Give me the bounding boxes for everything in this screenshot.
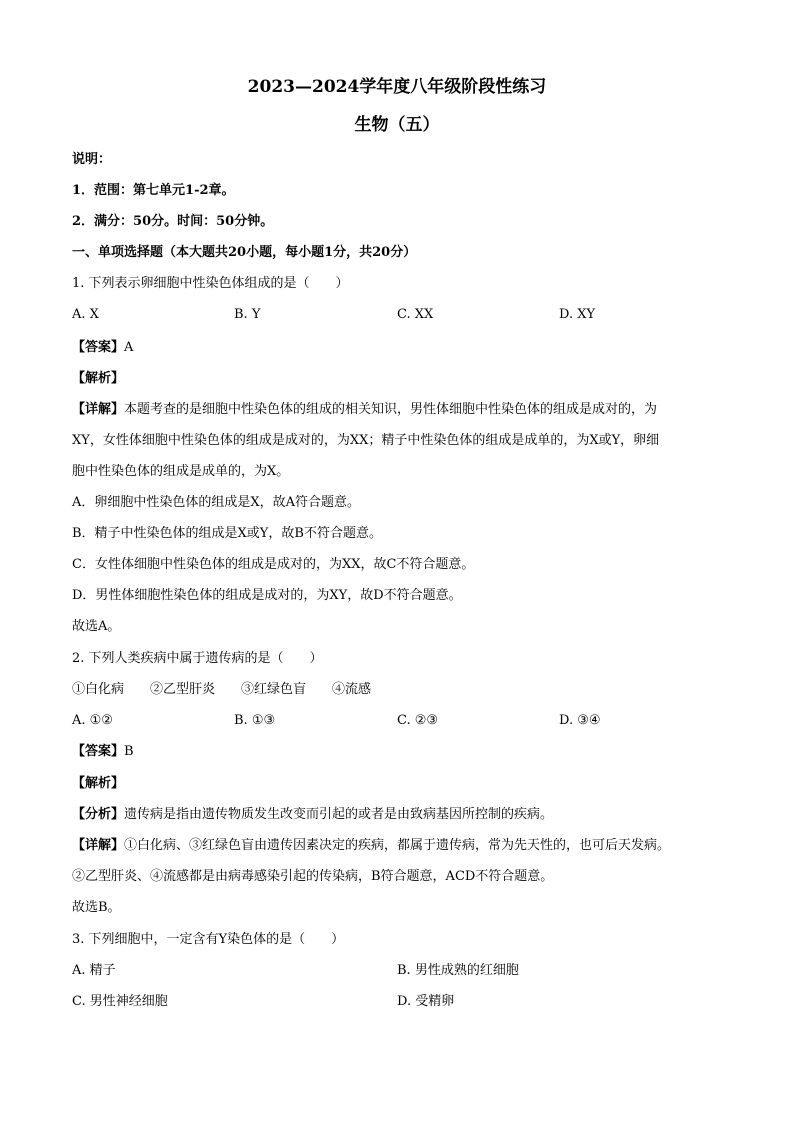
document-title: 2023—2024学年度八年级阶段性练习 — [247, 77, 547, 97]
option-b: B. Y — [234, 307, 261, 322]
instructions-heading: 说明： — [72, 152, 112, 167]
analysis-tag: 【解析】 — [72, 776, 125, 791]
option-a: A. ①② — [72, 713, 113, 728]
conclusion-line: 故选B。 — [72, 900, 121, 915]
detail-line: 【详解】本题考查的是细胞中性染色体的组成的相关知识，男性体细胞中性染色体的组成是成对的，为 — [72, 402, 658, 417]
answer-value: A — [124, 340, 134, 355]
detail-line: D．男性体细胞性染色体的组成是成对的，为XY，故D不符合题意。 — [72, 588, 462, 603]
option-d: D. ③④ — [559, 713, 601, 728]
detail-line: 【详解】①白化病、③红绿色盲由遗传因素决定的疾病，都属于遗传病，常为先天性的，也可后天发病。 — [72, 838, 671, 853]
instruction-item: 2．满分：50分。时间：50分钟。 — [72, 214, 274, 229]
option-b: B. ①③ — [234, 713, 276, 728]
detail-line: XY，女性体细胞中性染色体的组成是成对的，为XX；精子中性染色体的组成是成单的，为X或Y，卵细 — [72, 433, 660, 448]
option-c: C. ②③ — [397, 713, 439, 728]
instruction-item: 1．范围：第七单元1-2章。 — [72, 183, 235, 198]
answer-tag: 【答案】 — [72, 340, 125, 355]
conclusion-line: 故选A。 — [72, 619, 121, 634]
option-c: C. 男性神经细胞 — [72, 994, 168, 1009]
question-stem: 3. 下列细胞中，一定含有Y染色体的是（ ） — [72, 932, 345, 947]
answer-tag: 【答案】 — [72, 744, 125, 759]
option-c: C. XX — [397, 307, 434, 322]
detail-line: 胞中性染色体的组成是成单的，为X。 — [72, 464, 290, 479]
fenxi-tag: 【分析】 — [72, 807, 125, 822]
question-stem: 2. 下列人类疾病中属于遗传病的是（ ） — [72, 651, 323, 666]
answer-line — [72, 340, 133, 356]
detail-line: C．女性体细胞中性染色体的组成是成对的，为XX，故C不符合题意。 — [72, 557, 475, 572]
option-d: D. 受精卵 — [397, 994, 455, 1009]
question-items: ①白化病 ②乙型肝炎 ③红绿色盲 ④流感 — [72, 682, 372, 697]
detail-tag: 【详解】 — [72, 838, 125, 853]
detail-line: ②乙型肝炎、④流感都是由病毒感染引起的传染病，B符合题意，ACD不符合题意。 — [72, 869, 554, 884]
detail-line: B．精子中性染色体的组成是X或Y，故B不符合题意。 — [72, 526, 382, 541]
analysis-tag: 【解析】 — [72, 371, 125, 386]
fenxi-line: 【分析】遗传病是指由遗传物质发生改变而引起的或者是由致病基因所控制的疾病。 — [72, 807, 554, 822]
detail-line: A．卵细胞中性染色体的组成是X，故A符合题意。 — [72, 495, 361, 510]
section-heading: 一、单项选择题（本大题共20小题，每小题1分，共20分） — [72, 245, 417, 260]
question-stem: 1. 下列表示卵细胞中性染色体组成的是（ ） — [72, 276, 349, 291]
option-d: D. XY — [559, 307, 596, 322]
option-b: B. 男性成熟的红细胞 — [397, 963, 519, 978]
option-a: A. X — [72, 307, 99, 322]
document-subtitle: 生物（五） — [354, 115, 440, 135]
detail-tag: 【详解】 — [72, 402, 125, 417]
answer-value: B — [124, 744, 134, 759]
option-a: A. 精子 — [72, 963, 116, 978]
answer-line — [72, 744, 134, 760]
